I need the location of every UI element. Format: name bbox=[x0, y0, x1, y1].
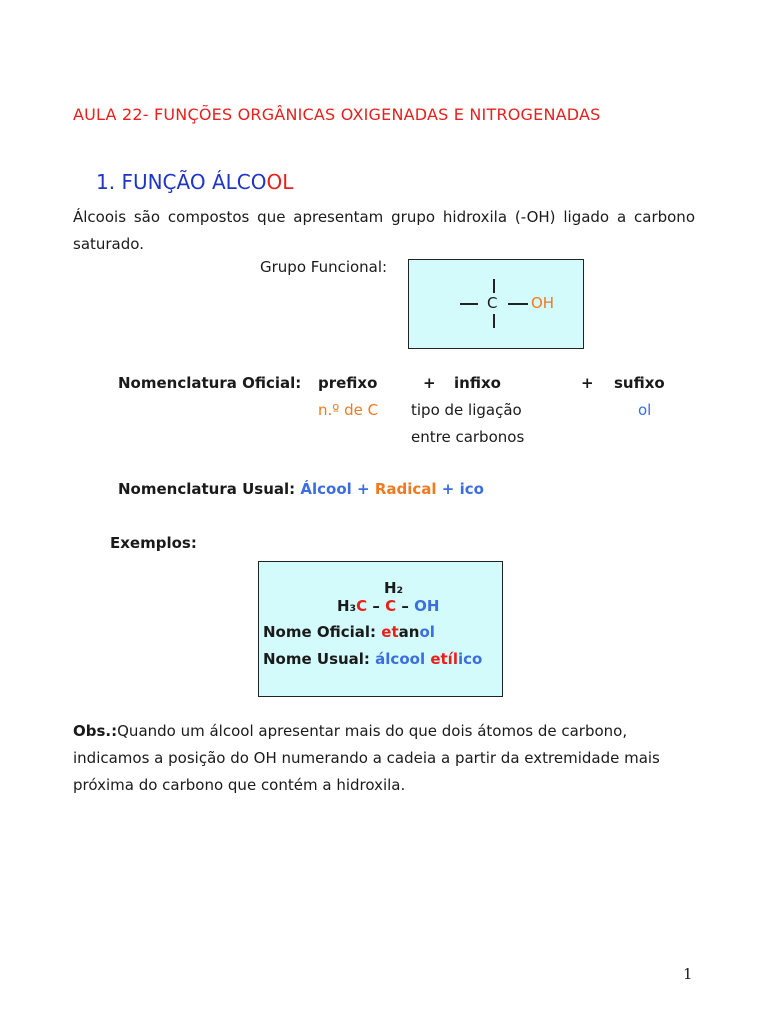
hydroxyl-group: OH bbox=[414, 597, 440, 615]
bond-dash: – bbox=[401, 597, 409, 615]
nomenclatura-usual bbox=[118, 480, 484, 498]
prefixo-description: n.º de C bbox=[318, 401, 379, 419]
bond-left bbox=[460, 303, 478, 305]
plus-sign: + bbox=[357, 480, 370, 498]
plus-sign: + bbox=[581, 374, 594, 392]
infixo-description: tipo de ligação bbox=[411, 401, 522, 419]
section-title-a: FUNÇÃO ÁLCO bbox=[121, 170, 267, 194]
section-title-b: OL bbox=[266, 170, 294, 194]
carbon-atom: C bbox=[487, 294, 498, 312]
plus-sign: + bbox=[441, 480, 455, 498]
section-heading bbox=[96, 170, 293, 194]
prefix-et: et bbox=[381, 623, 399, 641]
nome-oficial-label: Nome Oficial: bbox=[263, 623, 377, 641]
sufixo-term: sufixo bbox=[614, 374, 665, 392]
h3-group: H₃ bbox=[337, 597, 357, 615]
definition-paragraph: Álcoois são compostos que apresentam grupo hidroxila (-OH) ligado a carbono saturado. bbox=[73, 208, 695, 253]
usual-alcool: álcool bbox=[375, 650, 426, 668]
nome-usual-label: Nome Usual: bbox=[263, 650, 370, 668]
nomenclatura-usual-label: Nomenclatura Usual: bbox=[118, 480, 296, 498]
ethanol-formula bbox=[337, 597, 439, 615]
carbon-2: C bbox=[385, 597, 397, 615]
bond-right bbox=[508, 303, 528, 305]
usual-part-alcool: Álcool bbox=[300, 480, 352, 498]
obs-text: Quando um álcool apresentar mais do que dois átomos de carbono, indicamos a posição do OH numerando a cadeia a partir da extremidade mais próxima do carbono que contém a hidroxila. bbox=[73, 722, 660, 794]
section-number: 1. bbox=[96, 170, 116, 194]
example-box bbox=[258, 561, 503, 697]
nome-usual-line bbox=[263, 650, 482, 668]
usual-part-ico: ico bbox=[459, 480, 484, 498]
hydroxyl-group: OH bbox=[531, 294, 555, 312]
infixo-term: infixo bbox=[454, 374, 501, 392]
nome-oficial-line bbox=[263, 623, 435, 641]
usual-etil: etíl bbox=[430, 650, 458, 668]
bond-bottom bbox=[493, 314, 495, 328]
infixo-description-2: entre carbonos bbox=[411, 428, 525, 446]
usual-ico: ico bbox=[457, 650, 483, 668]
functional-group-box bbox=[408, 259, 584, 349]
carbon-1: C bbox=[356, 597, 368, 615]
bond-top bbox=[493, 279, 495, 293]
usual-part-radical: Radical bbox=[374, 480, 437, 498]
page-title: AULA 22- FUNÇÕES ORGÂNICAS OXIGENADAS E NITROGENADAS bbox=[73, 105, 601, 124]
functional-group-label: Grupo Funcional: bbox=[260, 258, 388, 276]
nomenclatura-oficial-label: Nomenclatura Oficial: bbox=[118, 374, 302, 392]
obs-label: Obs.: bbox=[73, 722, 118, 740]
prefixo-term: prefixo bbox=[318, 374, 378, 392]
sufixo-description: ol bbox=[638, 401, 652, 419]
plus-sign: + bbox=[423, 374, 436, 392]
observation-paragraph bbox=[73, 718, 695, 799]
exemplos-label: Exemplos: bbox=[110, 534, 197, 552]
suffix-ol: ol bbox=[419, 623, 435, 641]
page-number: 1 bbox=[683, 965, 693, 983]
infix-an: an bbox=[398, 623, 420, 641]
bond-dash: – bbox=[372, 597, 380, 615]
h2-subscript-label: H₂ bbox=[384, 579, 404, 597]
